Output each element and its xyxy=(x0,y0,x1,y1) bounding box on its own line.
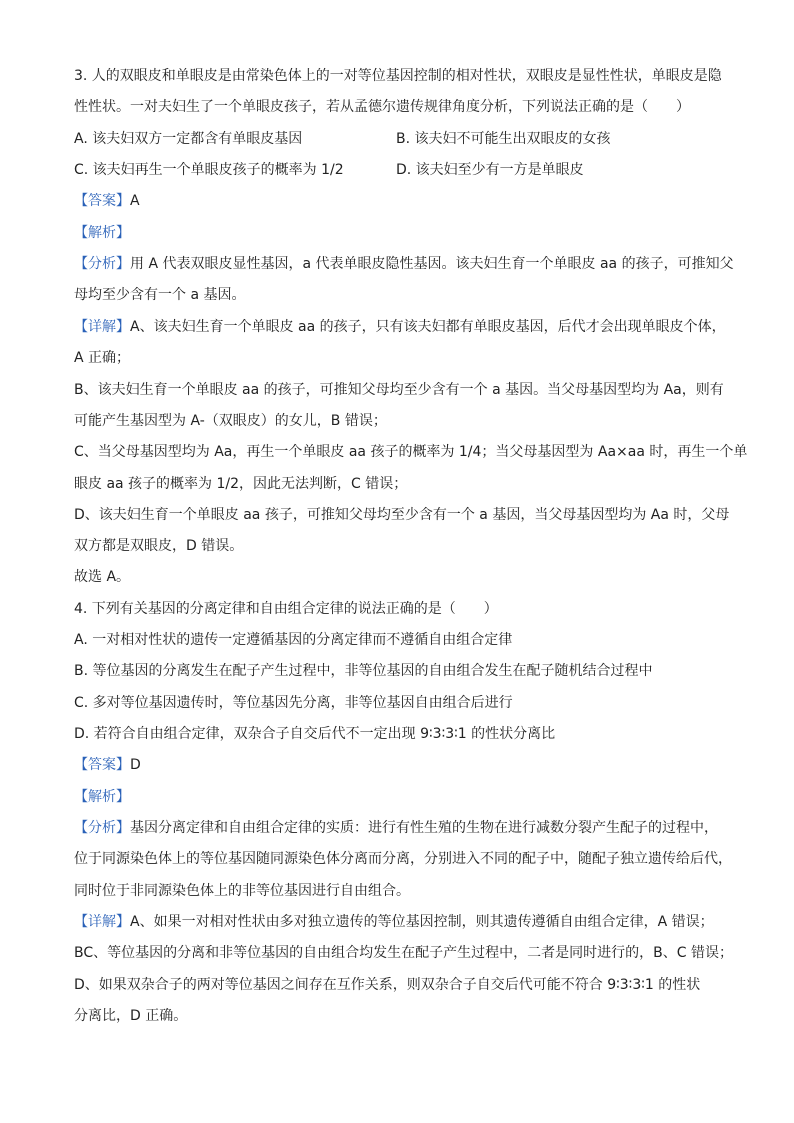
q4-option-b: B. 等位基因的分离发生在配子产生过程中，非等位基因的自由组合发生在配子随机结合过程中 xyxy=(74,663,653,679)
q4-answer xyxy=(74,755,141,775)
q3-option-d: D. 该夫妇至少有一方是单眼皮 xyxy=(396,162,584,178)
answer-tag: 【答案】 xyxy=(74,757,130,773)
q4-detail-line2: BC、等位基因的分离和非等位基因的自由组合均发生在配子产生过程中，二者是同时进行的，B、C 错误； xyxy=(74,945,733,961)
answer-tag: 【答案】 xyxy=(74,193,130,209)
q3-option-b: B. 该夫妇不可能生出双眼皮的女孩 xyxy=(396,131,611,147)
xiangjie-tag: 【详解】 xyxy=(74,914,130,930)
q3-fenxi-line2: 母均至少含有一个 a 基因。 xyxy=(74,287,246,303)
q3-fenxi-line1 xyxy=(74,254,734,274)
q3-detail-line5: C、当父母基因型均为 Aa，再生一个单眼皮 aa 孩子的概率为 1/4；当父母基因型为 Aa×aa 时，再生一个单 xyxy=(74,444,748,460)
q3-detail-line4: 可能产生基因型为 A-（双眼皮）的女儿，B 错误； xyxy=(74,413,387,429)
q4-fenxi-line2: 位于同源染色体上的等位基因随同源染色体分离而分离，分别进入不同的配子中，随配子独立遗传给后代， xyxy=(74,851,732,867)
fenxi-text: 基因分离定律和自由组合定律的实质：进行有性生殖的生物在进行减数分裂产生配子的过程中， xyxy=(130,820,718,836)
detail-text: A、该夫妇生育一个单眼皮 aa 的孩子，只有该夫妇都有单眼皮基因，后代才会出现单眼皮个体， xyxy=(130,319,726,335)
q3-stem-line1: 3. 人的双眼皮和单眼皮是由常染色体上的一对等位基因控制的相对性状，双眼皮是显性性状，单眼皮是隐 xyxy=(74,68,722,84)
q3-stem-line2: 性性状。一对夫妇生了一个单眼皮孩子，若从孟德尔遗传规律角度分析，下列说法正确的是（ ） xyxy=(74,99,690,115)
q3-analysis-heading xyxy=(74,223,130,243)
q4-analysis-heading xyxy=(74,787,130,807)
detail-text: A、如果一对相对性状由多对独立遗传的等位基因控制，则其遗传遵循自由组合定律，A 错误； xyxy=(130,914,714,930)
q4-option-c: C. 多对等位基因遗传时，等位基因先分离，非等位基因自由组合后进行 xyxy=(74,695,513,711)
analysis-tag: 【解析】 xyxy=(74,789,130,805)
q4-option-d: D. 若符合自由组合定律，双杂合子自交后代不一定出现 9∶3∶3∶1 的性状分离比 xyxy=(74,726,556,742)
q3-answer xyxy=(74,191,140,211)
analysis-tag: 【解析】 xyxy=(74,225,130,241)
q3-conclusion: 故选 A。 xyxy=(74,569,131,585)
q4-detail-line1 xyxy=(74,912,714,932)
q3-detail-line2: A 正确； xyxy=(74,350,131,366)
q3-detail-line1 xyxy=(74,317,726,337)
q4-detail-line4: 分离比，D 正确。 xyxy=(74,1008,188,1024)
q3-detail-line6: 眼皮 aa 孩子的概率为 1/2，因此无法判断，C 错误； xyxy=(74,476,408,492)
q4-fenxi-line3: 同时位于非同源染色体上的非等位基因进行自由组合。 xyxy=(74,883,410,899)
q4-stem: 4. 下列有关基因的分离定律和自由组合定律的说法正确的是（ ） xyxy=(74,601,498,617)
q3-option-a: A. 该夫妇双方一定都含有单眼皮基因 xyxy=(74,131,303,147)
q3-detail-line3: B、该夫妇生育一个单眼皮 aa 的孩子，可推知父母均至少含有一个 a 基因。当父母基因型均为 Aa，则有 xyxy=(74,382,724,398)
fenxi-text: 用 A 代表双眼皮显性基因，a 代表单眼皮隐性基因。该夫妇生育一个单眼皮 aa 的孩子，可推知父 xyxy=(130,256,734,272)
q3-detail-line7: D、该夫妇生育一个单眼皮 aa 孩子，可推知父母均至少含有一个 a 基因，当父母基因型均为 Aa 时，父母 xyxy=(74,507,730,523)
q3-detail-line8: 双方都是双眼皮，D 错误。 xyxy=(74,538,244,554)
answer-value: D xyxy=(130,757,141,773)
fenxi-tag: 【分析】 xyxy=(74,820,130,836)
q4-option-a: A. 一对相对性状的遗传一定遵循基因的分离定律而不遵循自由组合定律 xyxy=(74,632,513,648)
q4-detail-line3: D、如果双杂合子的两对等位基因之间存在互作关系，则双杂合子自交后代可能不符合 9∶3∶3∶1 的性状 xyxy=(74,977,701,993)
q3-option-c: C. 该夫妇再生一个单眼皮孩子的概率为 1/2 xyxy=(74,162,344,178)
answer-value: A xyxy=(130,193,140,209)
fenxi-tag: 【分析】 xyxy=(74,256,130,272)
xiangjie-tag: 【详解】 xyxy=(74,319,130,335)
q4-fenxi-line1 xyxy=(74,818,718,838)
